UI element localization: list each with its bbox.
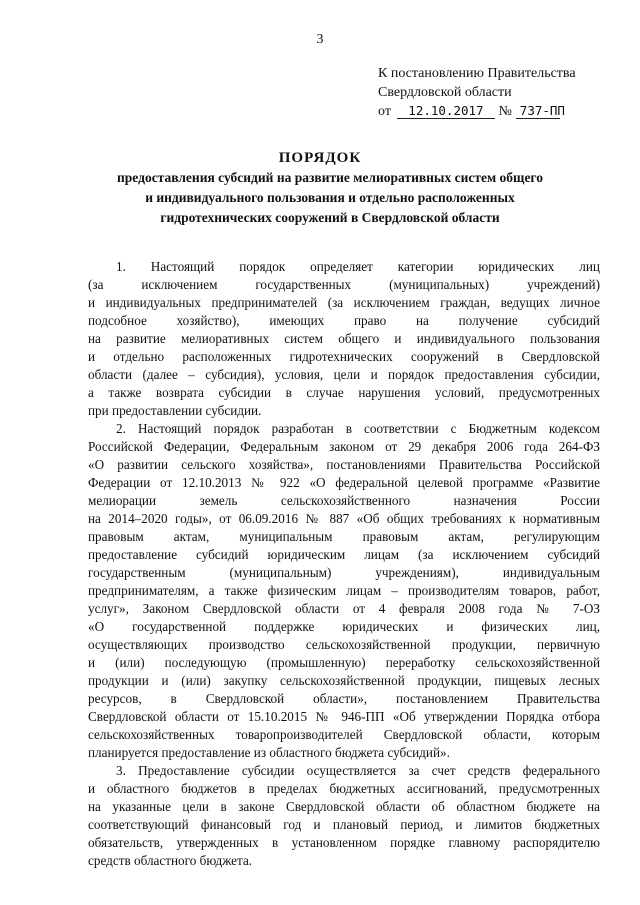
- paragraph-line: услуг», Законом Свердловской области от 4 февраля 2008 года № 7-ОЗ: [88, 601, 600, 616]
- appendix-date-line: [378, 102, 576, 121]
- paragraph-line: продукции и (или) закупку сельскохозяйственной продукции, пищевых лесных: [88, 673, 600, 688]
- appendix-block: [378, 64, 576, 121]
- paragraph-line: «О развитии сельского хозяйства», постановлениями Правительства Российской: [88, 457, 600, 472]
- paragraph-line: при предоставлении субсидии.: [88, 403, 262, 418]
- document-title: ПОРЯДОК: [278, 150, 362, 166]
- paragraph-line: на развитие мелиоративных систем общего и индивидуального пользования: [88, 331, 600, 346]
- paragraph-line: предоставление субсидий юридическим лицам (за исключением субсидий: [88, 547, 600, 562]
- paragraph-line: государственным (муниципальным) учреждениям), индивидуальным: [88, 565, 600, 580]
- paragraph-line: обязательств, утвержденных в установленном порядке главному распорядителю: [88, 835, 600, 850]
- page-number: 3: [316, 32, 324, 47]
- paragraph-line: на 2014–2020 годы», от 06.09.2016 № 887 «Об общих требованиях к нормативным: [88, 511, 600, 526]
- paragraph-line: а также возврата субсидии в случае нарушения условий, предусмотренных: [88, 385, 600, 400]
- paragraph-line: 3. Предоставление субсидии осуществляется за счет средств федерального: [116, 763, 600, 778]
- paragraph-line: и индивидуальных предпринимателей (за исключением граждан, ведущих личное: [88, 295, 600, 310]
- resolution-number: 737-ПП: [516, 104, 560, 119]
- resolution-date: 12.10.2017: [397, 104, 495, 119]
- from-label: от: [378, 104, 391, 119]
- appendix-line-2: Свердловской области: [378, 85, 512, 100]
- paragraph-line: Российской Федерации, Федеральным законом от 29 декабря 2006 года 264-ФЗ: [88, 439, 600, 454]
- paragraph-line: мелиорации земель сельскохозяйственного назначения России: [88, 493, 600, 508]
- document-body: [88, 258, 600, 870]
- subtitle-line: гидротехнических сооружений в Свердловской области: [160, 210, 500, 225]
- paragraph-line: (за исключением государственных (муниципальных) учреждений): [88, 277, 600, 292]
- paragraph-line: 2. Настоящий порядок разработан в соответствии с Бюджетным кодексом: [116, 421, 600, 436]
- paragraph-line: предпринимателям, а также физическим лицам – производителям товаров, работ,: [88, 583, 600, 598]
- paragraph-line: планируется предоставление из областного бюджета субсидий».: [88, 745, 450, 760]
- paragraph-line: Федерации от 12.10.2013 № 922 «О федеральной целевой программе «Развитие: [88, 475, 600, 490]
- paragraph-line: Свердловской области от 15.10.2015 № 946-ПП «Об утверждении Порядка отбора: [88, 709, 600, 724]
- paragraph-line: «О государственной поддержке юридических и физических лиц,: [88, 619, 600, 634]
- paragraph-line: ресурсов, в Свердловской области», постановлением Правительства: [88, 691, 600, 706]
- paragraph-line: соответствующий финансовый год и плановый период, и лимитов бюджетных: [88, 817, 600, 832]
- paragraph-line: и отдельно расположенных гидротехнических сооружений в Свердловской: [88, 349, 600, 364]
- paragraph-line: подсобное хозяйство), имеющих право на получение субсидий: [88, 313, 600, 328]
- paragraph-line: и (или) последующую (промышленную) переработку сельскохозяйственной: [88, 655, 600, 670]
- paragraph-line: и областного бюджетов в пределах бюджетных ассигнований, предусмотренных: [88, 781, 600, 796]
- subtitle-line: и индивидуального пользования и отдельно расположенных: [145, 190, 515, 205]
- paragraph-line: правовым актам, муниципальным правовым актам, регулирующим: [88, 529, 600, 544]
- number-label: №: [498, 104, 512, 119]
- paragraph-line: на указанные цели в законе Свердловской области об областном бюджете на: [88, 799, 600, 814]
- paragraph-line: сельскохозяйственных товаропроизводителей Свердловской области, которым: [88, 727, 600, 742]
- subtitle-line: предоставления субсидий на развитие мелиоративных систем общего: [117, 170, 543, 185]
- appendix-line-1: К постановлению Правительства: [378, 66, 576, 81]
- document-subtitle: [60, 168, 600, 228]
- paragraph-line: средств областного бюджета.: [88, 853, 253, 868]
- paragraph-line: осуществляющих производство сельскохозяйственной продукции, первичную: [88, 637, 600, 652]
- paragraph-line: области (далее – субсидия), условия, цели и порядок предоставления субсидии,: [88, 367, 600, 382]
- paragraph-line: 1. Настоящий порядок определяет категории юридических лиц: [116, 259, 600, 274]
